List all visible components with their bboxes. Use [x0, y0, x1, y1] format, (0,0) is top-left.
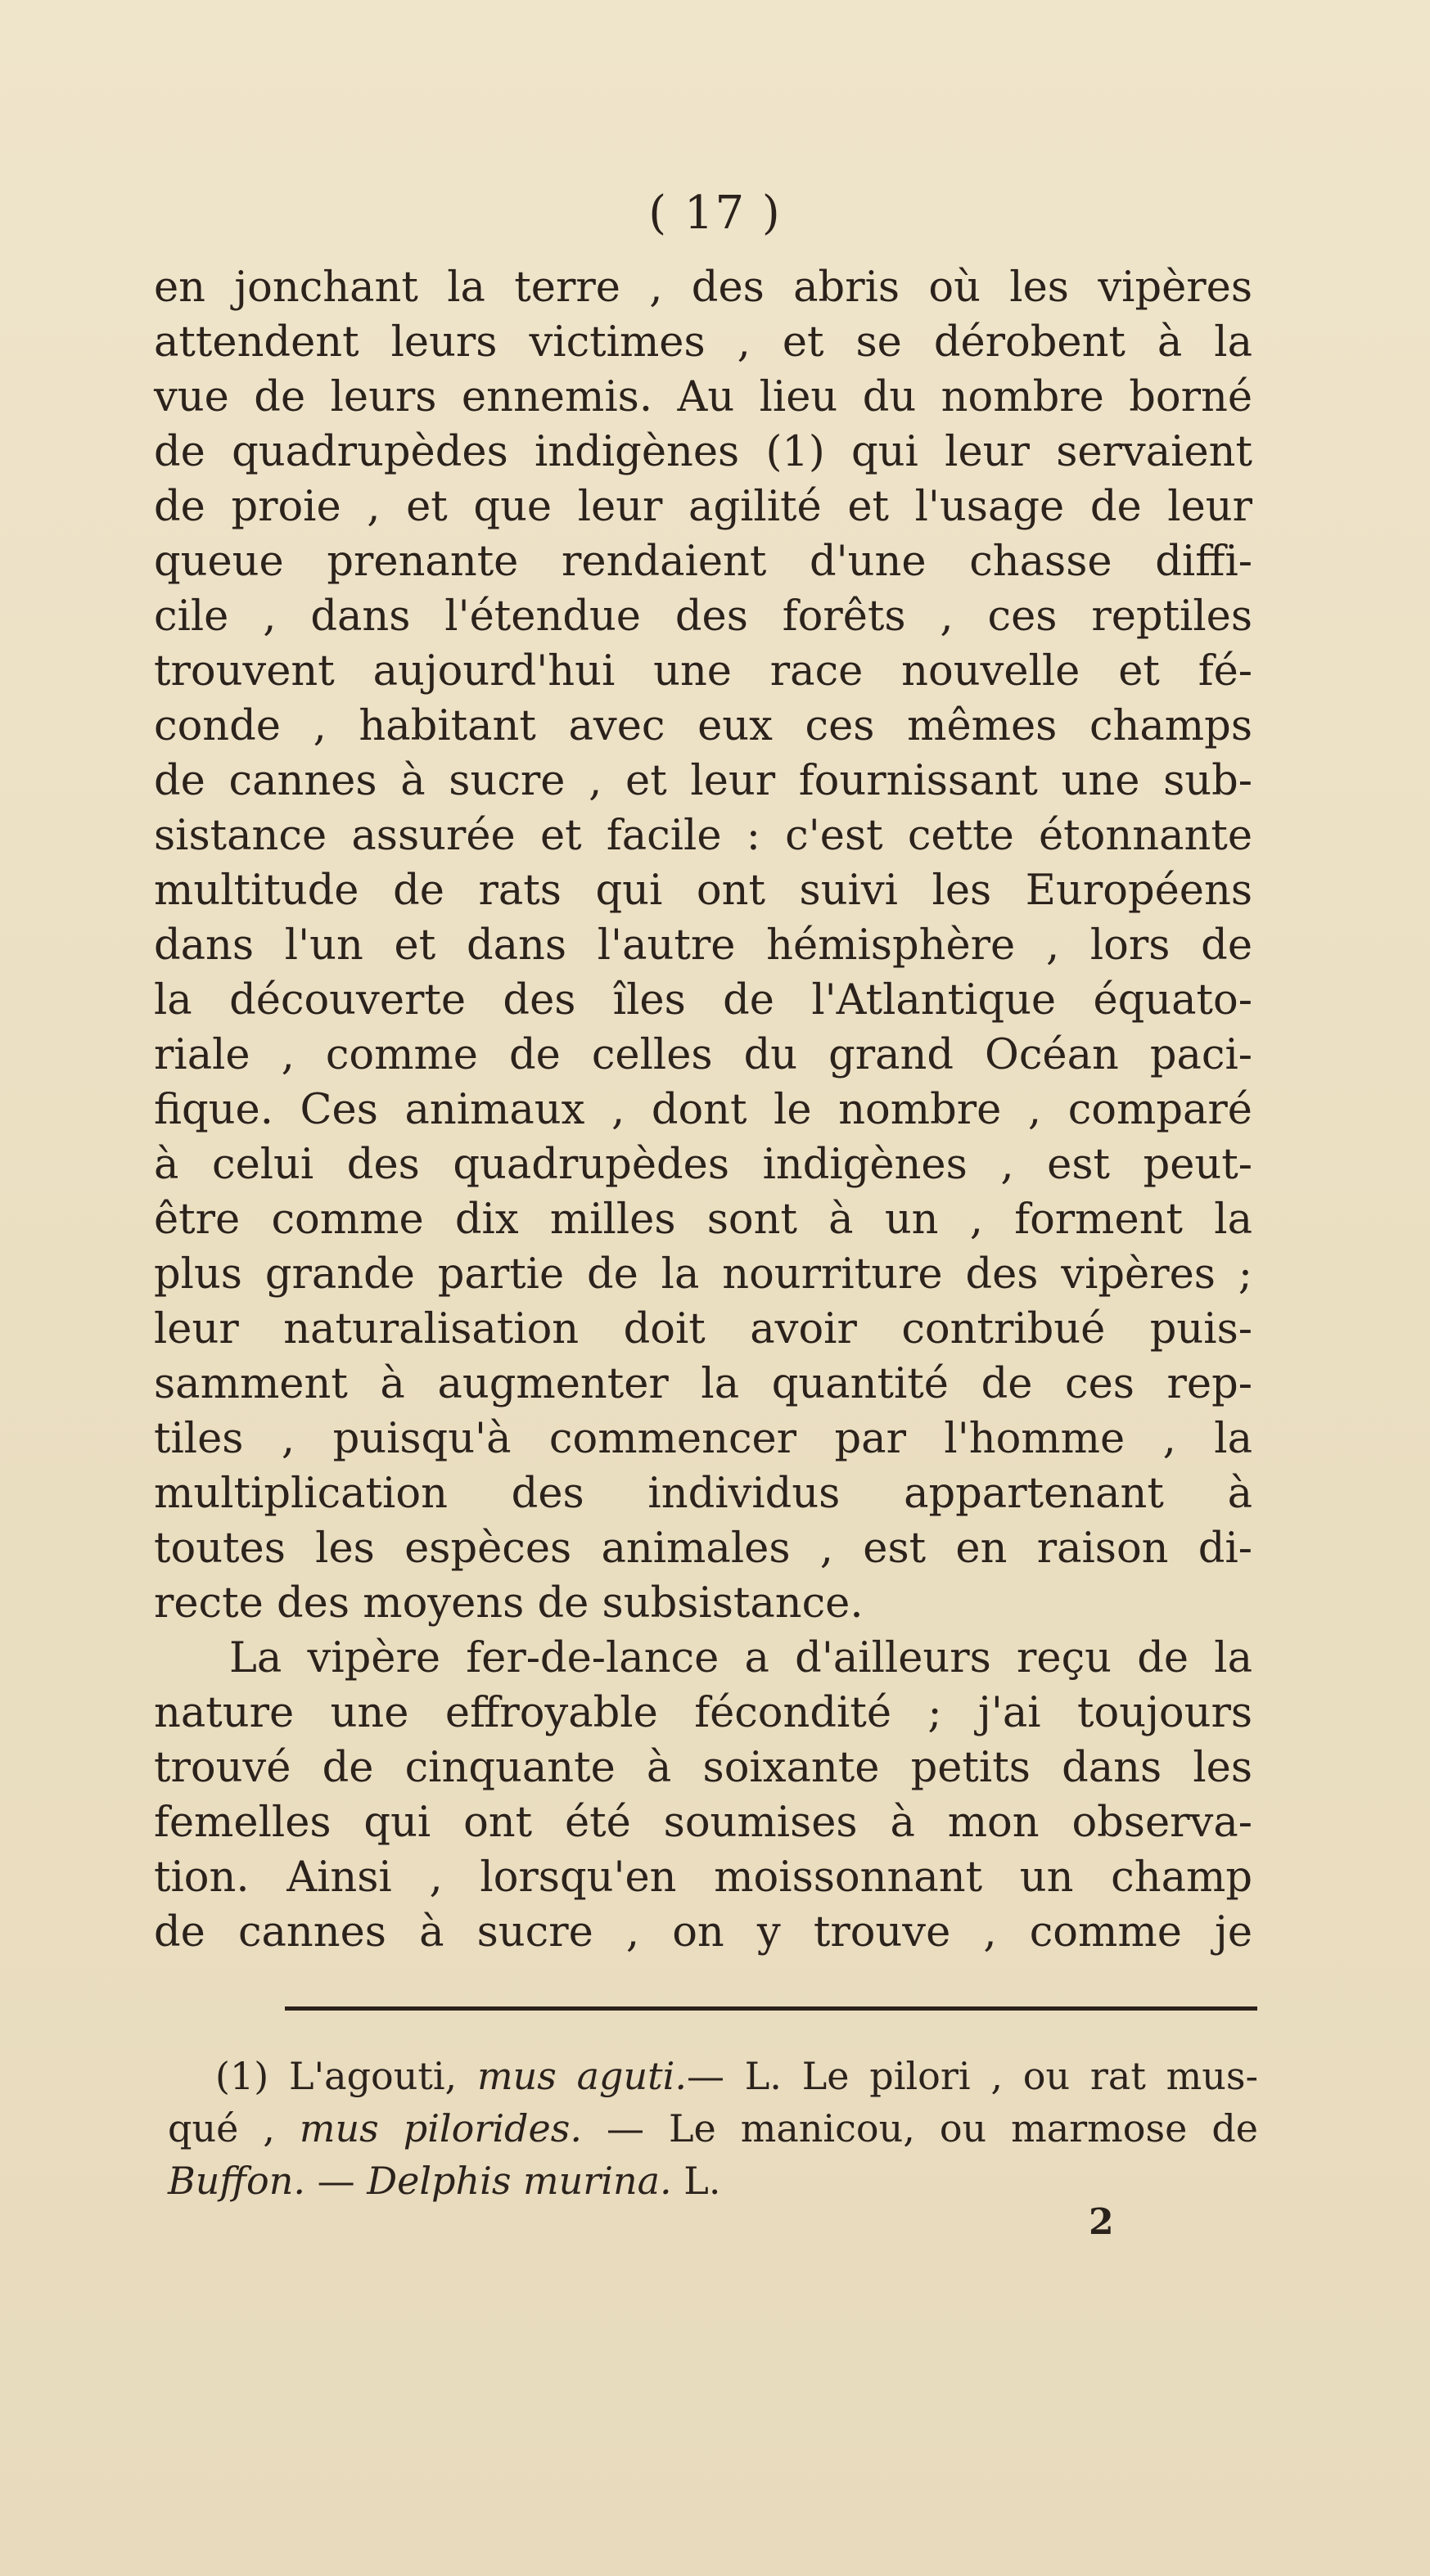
text-line: en jonchant la terre , des abris où les vipères — [154, 263, 1252, 312]
footnote-line — [168, 2050, 1258, 2102]
text-line: à celui des quadrupèdes indigènes , est peut- — [154, 1141, 1252, 1189]
text-line: de cannes à sucre , et leur fournissant une sub- — [154, 757, 1252, 805]
footnote-species: Delphis murina. — [367, 2159, 672, 2203]
footnote-author: Buffon. — [168, 2159, 305, 2203]
text-line: cile , dans l'étendue des forêts , ces reptiles — [154, 592, 1252, 641]
footnote-text: qué , — [168, 2106, 300, 2150]
text-line: de quadrupèdes indigènes (1) qui leur servaient — [154, 428, 1252, 476]
footnote-text: L. — [671, 2159, 721, 2203]
text-line: attendent leurs victimes , et se dérobent à la — [154, 318, 1252, 367]
footnote-line — [168, 2102, 1258, 2155]
page-number: ( 17 ) — [648, 187, 782, 240]
text-line: riale , comme de celles du grand Océan paci- — [154, 1031, 1252, 1079]
text-line: multitude de rats qui ont suivi les Européens — [154, 867, 1252, 915]
footnote-line — [168, 2155, 1258, 2207]
text-line: femelles qui ont été soumises à mon observa- — [154, 1799, 1252, 1847]
text-line: dans l'un et dans l'autre hémisphère , lors de — [154, 921, 1252, 970]
footnote-text: — L. Le pilori , ou rat mus- — [686, 2054, 1259, 2098]
text-line: leur naturalisation doit avoir contribué puis- — [154, 1305, 1252, 1353]
footnote-text: (1) L'agouti, — [215, 2054, 477, 2098]
text-line: queue prenante rendaient d'une chasse diffi- — [154, 538, 1252, 586]
text-line: multiplication des individus appartenant à — [154, 1470, 1252, 1518]
text-line: la découverte des îles de l'Atlantique équato- — [154, 976, 1252, 1025]
text-line: de proie , et que leur agilité et l'usage de leur — [154, 483, 1252, 531]
text-line: de cannes à sucre , on y trouve , comme je — [154, 1908, 1252, 1957]
text-line: trouvent aujourd'hui une race nouvelle et fé- — [154, 647, 1252, 696]
text-line: plus grande partie de la nourriture des vipères ; — [154, 1250, 1252, 1299]
footnote-species: mus pilorides. — [299, 2106, 582, 2150]
footnote-text: — — [304, 2159, 368, 2203]
text-line: samment à augmenter la quantité de ces rep- — [154, 1360, 1252, 1408]
text-line: La vipère fer-de-lance a d'ailleurs reçu de la — [229, 1634, 1252, 1682]
text-line: conde , habitant avec eux ces mêmes champs — [154, 702, 1252, 750]
signature-mark: 2 — [1089, 2201, 1114, 2243]
text-line: tiles , puisqu'à commencer par l'homme , la — [154, 1415, 1252, 1463]
text-line: être comme dix milles sont à un , forment la — [154, 1196, 1252, 1244]
text-line: tion. Ainsi , lorsqu'en moissonnant un champ — [154, 1853, 1252, 1902]
footnote-text: — Le manicou, ou marmose de — [581, 2106, 1258, 2150]
text-line: vue de leurs ennemis. Au lieu du nombre borné — [154, 373, 1252, 421]
text-line: nature une effroyable fécondité ; j'ai toujours — [154, 1689, 1252, 1737]
body-text — [154, 260, 1252, 1960]
text-line: toutes les espèces animales , est en raison di- — [154, 1524, 1252, 1573]
footnote-species: mus aguti. — [476, 2054, 687, 2098]
text-line: sistance assurée et facile : c'est cette étonnante — [154, 812, 1252, 860]
footnote — [168, 2050, 1258, 2207]
text-line: trouvé de cinquante à soixante petits dans les — [154, 1744, 1252, 1792]
text-line: fique. Ces animaux , dont le nombre , comparé — [154, 1086, 1252, 1134]
text-line: recte des moyens de subsistance. — [154, 1579, 864, 1628]
footnote-rule — [285, 2006, 1257, 2011]
